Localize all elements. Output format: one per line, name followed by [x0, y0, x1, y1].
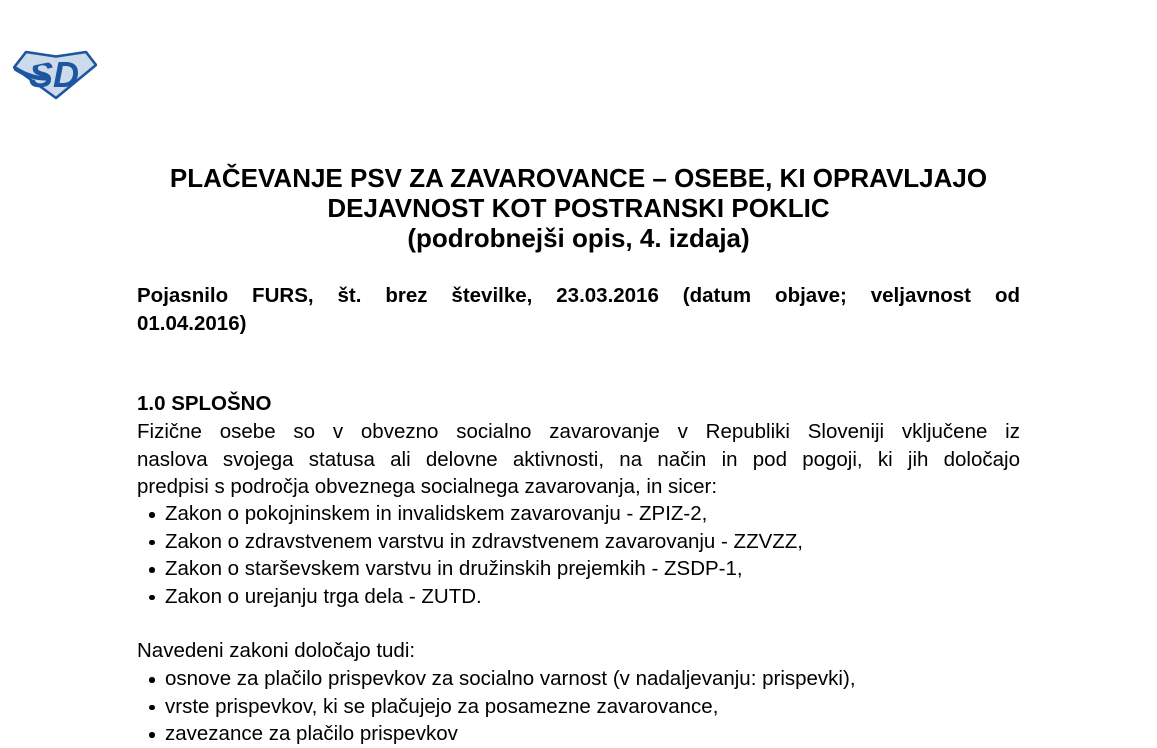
reference-line-1: Pojasnilo FURS, št. brez številke, 23.03.2016 (datum objave; veljavnost od: [137, 284, 1020, 307]
sd-shield-logo-icon: [13, 50, 97, 101]
list-item: Zakon o starševskem varstvu in družinskih prejemkih - ZSDP-1,: [137, 555, 1020, 583]
sd-shield-logo-svg: [13, 50, 97, 101]
title-line-2: DEJAVNOST KOT POSTRANSKI POKLIC: [327, 193, 830, 223]
intro-paragraph: [137, 418, 1020, 501]
reference-line-2: 01.04.2016): [137, 311, 247, 335]
intro-line-2: naslova svojega statusa ali delovne aktivnosti, na način in pod pogoji, ki jih določajo: [137, 447, 1020, 471]
reference-paragraph: [137, 282, 1020, 337]
list-item: vrste prispevkov, ki se plačujejo za posamezne zavarovance,: [137, 693, 1020, 721]
intro-line-1: Fizične osebe so v obvezno socialno zavarovanje v Republiki Sloveniji vključene iz: [137, 420, 1020, 443]
document-title: [137, 163, 1020, 253]
section-heading: [137, 390, 1020, 418]
list-item: zavezance za plačilo prispevkov: [137, 720, 1020, 748]
logo-letters: SD: [29, 54, 80, 95]
intro-line-3: predpisi s področja obveznega socialnega zavarovanja, in sicer:: [137, 475, 718, 498]
followup-paragraph: [137, 637, 1020, 665]
list-item: osnove za plačilo prispevkov za socialno varnost (v nadaljevanju: prispevki),: [137, 665, 1020, 693]
followup-line: Navedeni zakoni določajo tudi:: [137, 639, 416, 662]
title-line-3: (podrobnejši opis, 4. izdaja): [407, 223, 750, 253]
section-heading-text: 1.0 SPLOŠNO: [137, 392, 272, 415]
laws-list: [137, 500, 1020, 610]
list-item: Zakon o urejanju trga dela - ZUTD.: [137, 583, 1020, 611]
provisions-list: [137, 665, 1020, 748]
list-item: Zakon o zdravstvenem varstvu in zdravstvenem zavarovanju - ZZVZZ,: [137, 528, 1020, 556]
title-line-1: PLAČEVANJE PSV ZA ZAVAROVANCE – OSEBE, KI OPRAVLJAJO: [169, 163, 988, 193]
list-item: Zakon o pokojninskem in invalidskem zavarovanju - ZPIZ-2,: [137, 500, 1020, 528]
